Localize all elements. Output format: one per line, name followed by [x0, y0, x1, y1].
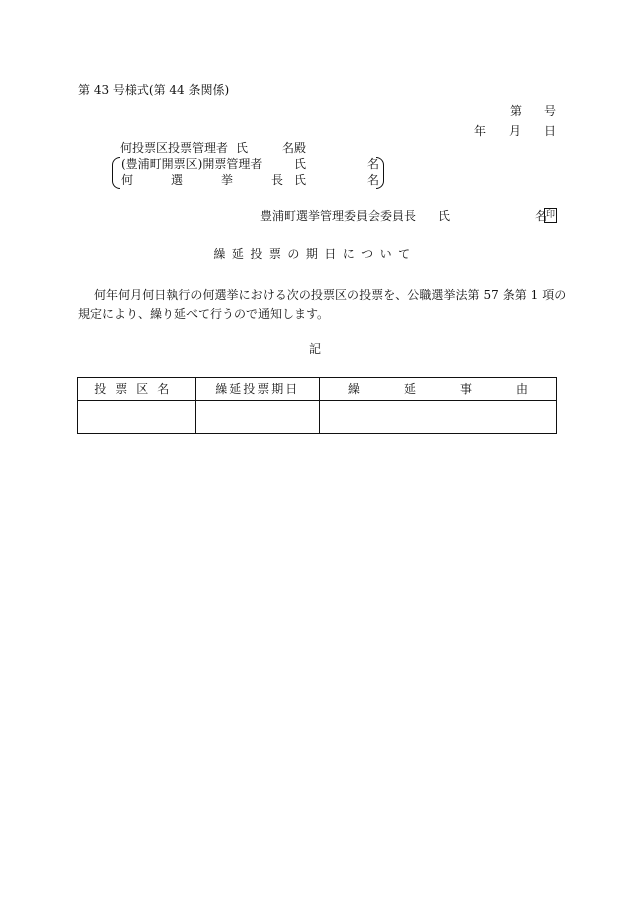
- reason-char-4: 由: [515, 382, 528, 396]
- number-dai: 第: [510, 104, 523, 118]
- header-postponed-date: 繰延投票期日: [195, 378, 319, 401]
- election-chief-char-4: 長: [271, 173, 284, 187]
- election-chief-char-2: 選: [171, 173, 184, 187]
- body-line-1: 何年何月何日執行の何選挙における次の投票区の投票を、公職選挙法第 57 条第 1 項の: [94, 288, 567, 302]
- addressee1-shi: 氏: [236, 141, 249, 155]
- cell-postponement-reason[interactable]: [319, 401, 556, 434]
- header-polling-district: 投票区名: [78, 378, 196, 401]
- seal-stamp: 印: [544, 208, 557, 223]
- sender-title: 豊浦町選挙管理委員会委員長: [260, 209, 417, 223]
- counting-manager-shi: 氏: [294, 157, 307, 171]
- body-line-2: 規定により、繰り延べて行うので通知します。: [78, 307, 330, 321]
- date-month: 月: [508, 124, 521, 138]
- election-chief-shi: 氏: [294, 173, 307, 187]
- date-line: [474, 125, 556, 137]
- election-chief-char-3: 挙: [221, 173, 234, 187]
- election-chief-mei: 名: [367, 173, 380, 187]
- table-row: [78, 401, 557, 434]
- addressee1-title: 何投票区投票管理者: [120, 141, 229, 155]
- counting-manager-title: (豊浦町開票区)開票管理者: [121, 157, 263, 171]
- sender-mei: 名: [535, 209, 548, 223]
- counting-manager-mei: 名: [367, 157, 380, 171]
- number-go: 号: [543, 104, 556, 118]
- date-day: 日: [543, 124, 556, 138]
- addressee1-mei-dono: 名殿: [282, 141, 307, 155]
- election-chief-char-1: 何: [121, 173, 134, 187]
- sender-shi: 氏: [438, 209, 451, 223]
- reason-char-2: 延: [403, 382, 416, 396]
- form-number-label: 第 43 号様式(第 44 条関係): [78, 83, 230, 97]
- date-year: 年: [474, 124, 487, 138]
- record-heading-ki: 記: [308, 342, 321, 356]
- sender-line: [260, 210, 556, 224]
- table-header-row: [78, 378, 557, 401]
- left-bracket: [112, 157, 120, 189]
- document-number-line: [510, 105, 556, 117]
- document-title: 繰延投票の期日について: [213, 247, 417, 261]
- addressee-bracket-group: [112, 157, 384, 189]
- body-paragraph: [78, 286, 567, 324]
- postponed-voting-table: [77, 377, 557, 434]
- reason-char-3: 事: [459, 382, 472, 396]
- cell-polling-district[interactable]: [78, 401, 196, 434]
- header-postponement-reason: [319, 378, 556, 401]
- reason-char-1: 繰: [347, 382, 360, 396]
- addressee-polling-manager: [120, 142, 306, 154]
- cell-postponed-date[interactable]: [195, 401, 319, 434]
